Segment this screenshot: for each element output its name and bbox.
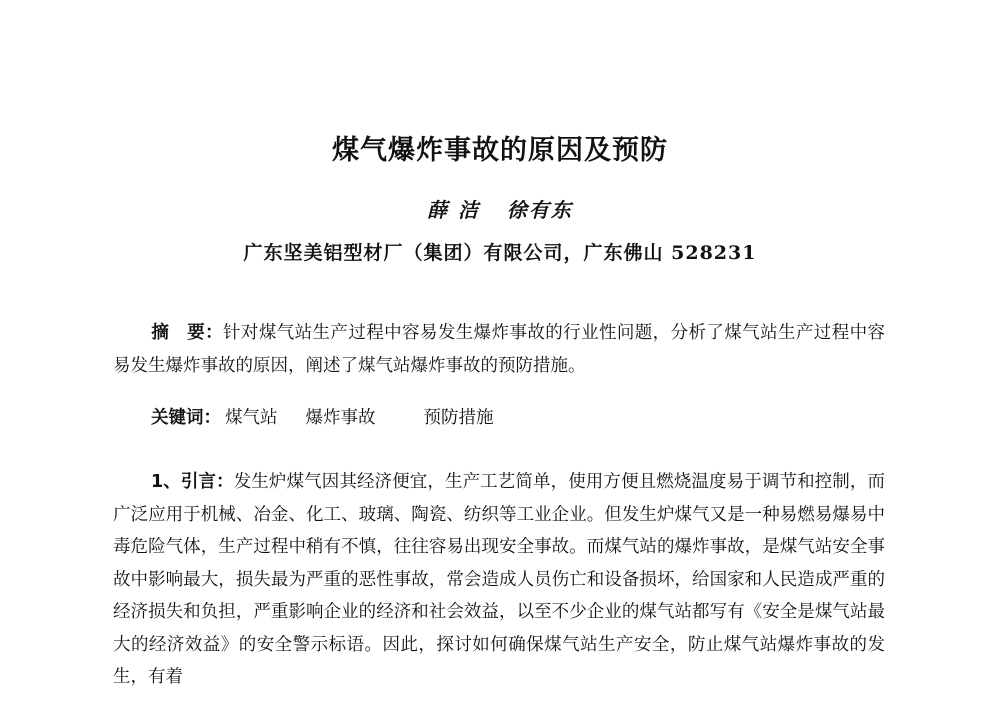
intro-text: 发生炉煤气因其经济便宜，生产工艺简单，使用方便且燃烧温度易于调节和控制，而广泛应用于机械、冶金、化工、玻璃、陶瓷、纺织等工业企业。但发生炉煤气又是一种易燃易爆易中毒危险气体，生产过程中稍有不慎，往往容易出现安全事故。而煤气站的爆炸事故，是煤气站安全事故中影响最大，损失最为严重的恶性事故，常会造成人员伤亡和设备损坏，给国家和人民造成严重的经济损失和负担，严重影响企业的经济和社会效益，以至不少企业的煤气站都写有《安全是煤气站最大的经济效益》的安全警示标语。因此，探讨如何确保煤气站生产安全，防止煤气站爆炸事故的发生，有着 [113, 472, 885, 687]
keyword-item: 预防措施 [423, 408, 494, 428]
paper-title: 煤气爆炸事故的原因及预防 [332, 135, 668, 166]
intro-label: 1、引言： [151, 472, 234, 492]
paper-affiliation: 广东坚美铝型材厂（集团）有限公司，广东佛山 528231 [243, 242, 757, 264]
keywords-label: 关键词： [151, 408, 221, 428]
abstract-text: 针对煤气站生产过程中容易发生爆炸事故的行业性问题，分析了煤气站生产过程中容易发生爆炸事故的原因，阐述了煤气站爆炸事故的预防措施。 [113, 323, 886, 376]
keyword-item: 煤气站 [225, 408, 278, 428]
paper-authors: 薛 洁 徐有东 [427, 198, 573, 222]
abstract-label: 摘 要： [151, 323, 224, 343]
abstract-paragraph [113, 317, 885, 382]
keywords-paragraph [113, 402, 885, 435]
keyword-item: 爆炸事故 [305, 408, 376, 428]
introduction-paragraph [113, 466, 885, 694]
